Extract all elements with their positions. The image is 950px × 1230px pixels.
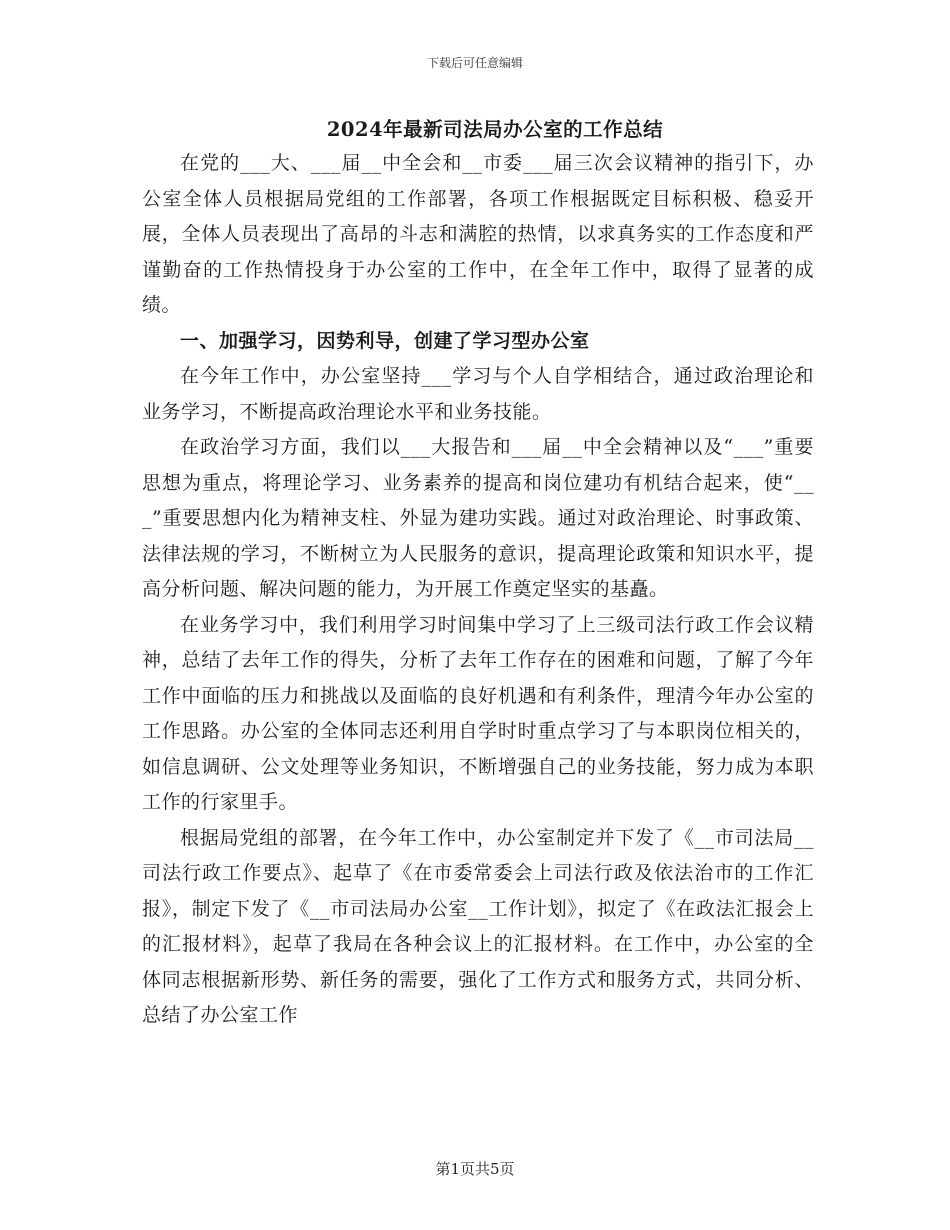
page-header-note: 下载后可任意编辑 bbox=[426, 56, 523, 70]
body-paragraph: 在政治学习方面，我们以___大报告和___届__中全会精神以及“___”重要思想为重点，将理论学习、业务素养的提高和岗位建功有机结合起来，使“___”重要思想内化为精神支柱、外显为建功实践。通过对政治理论、时事政策、法律法规的学习，不断树立为人民服务的意识，提高理论政策和知识水平，提高分析问题、解决问题的能力，为开展工作奠定坚实的基矗。 bbox=[142, 436, 814, 600]
body-paragraph: 在今年工作中，办公室坚持___学习与个人自学相结合，通过政治理论和业务学习，不断提高政治理论水平和业务技能。 bbox=[142, 365, 814, 423]
document-body bbox=[142, 146, 814, 1034]
section-heading: 一、加强学习，因势利导，创建了学习型办公室 bbox=[180, 329, 590, 352]
intro-paragraph: 在党的___大、___届__中全会和__市委___届三次会议精神的指引下，办公室全体人员根据局党组的工作部署，各项工作根据既定目标积极、稳妥开展，全体人员表现出了高昂的斗志和满腔的热情，以求真务实的工作态度和严谨勤奋的工作热情投身于办公室的工作中，在全年工作中，取得了显著的成绩。 bbox=[142, 152, 814, 316]
document-title: 2024年最新司法局办公室的工作总结 bbox=[326, 118, 664, 141]
body-paragraph: 根据局党组的部署，在今年工作中，办公室制定并下发了《__市司法局__司法行政工作要点》、起草了《在市委常委会上司法行政及依法治市的工作汇报》，制定下发了《__市司法局办公室__工作计划》，拟定了《在政法汇报会上的汇报材料》，起草了我局在各种会议上的汇报材料。在工作中，办公室的全体同志根据新形势、新任务的需要，强化了工作方式和服务方式，共同分析、总结了办公室工作 bbox=[142, 826, 814, 1026]
body-paragraph: 在业务学习中，我们利用学习时间集中学习了上三级司法行政工作会议精神，总结了去年工作的得失，分析了去年工作存在的困难和问题，了解了今年工作中面临的压力和挑战以及面临的良好机遇和有利条件，理清今年办公室的工作思路。办公室的全体同志还利用自学时时重点学习了与本职岗位相关的，如信息调研、公文处理等业务知识，不断增强自己的业务技能，努力成为本职工作的行家里手。 bbox=[142, 613, 814, 813]
page-number-footer: 第1页共5页 bbox=[435, 1160, 515, 1178]
